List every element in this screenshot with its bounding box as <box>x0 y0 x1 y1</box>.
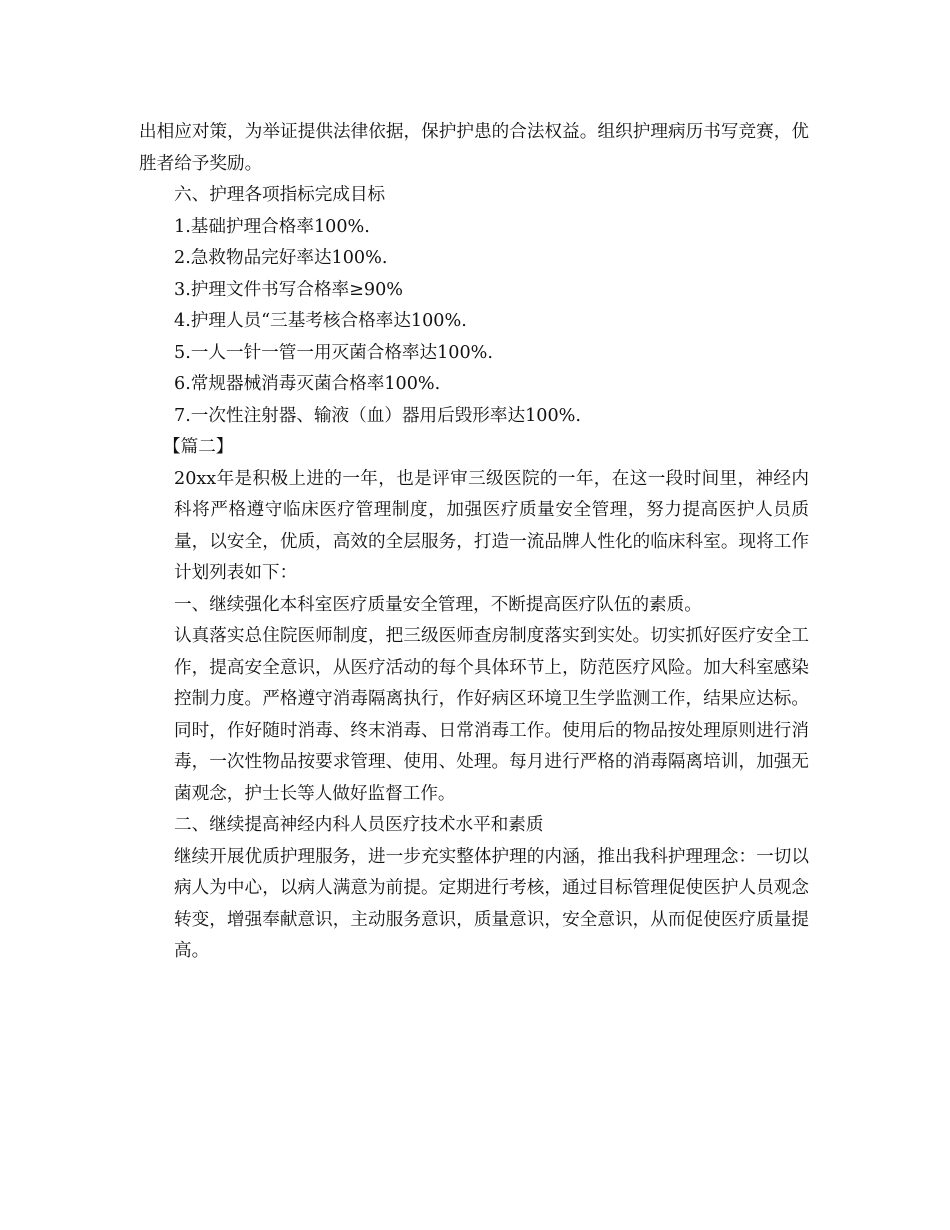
list-item: 3.护理文件书写合格率≥90% <box>174 279 403 300</box>
paragraph-intro: 20xx年是积极上进的一年，也是评审三级医院的一年，在这一段时间里，神经内科将严格遵守临床医疗管理制度，加强医疗质量安全管理，努力提高医护人员质量，以安全，优质，高效的全层服务，打造一流品牌人性化的临床科室。现将工作计划列表如下： <box>174 468 809 583</box>
heading-nursing-targets: 六、护理各项指标完成目标 <box>174 185 386 205</box>
list-item: 2.急救物品完好率达100%. <box>174 248 388 268</box>
paragraph-technical-level: 继续开展优质护理服务，进一步充实整体护理的内涵，推出我科护理理念：一切以病人为中心，以病人满意为前提。定期进行考核，通过目标管理促使医护人员观念转变，增强奉献意识，主动服务意识，质量意识，安全意识，从而促使医疗质量提高。 <box>174 846 809 961</box>
paragraph-continued: 出相应对策，为举证提供法律依据，保护护患的合法权益。组织护理病历书写竞赛，优胜者给予奖励。 <box>139 122 809 174</box>
heading-technical-level: 二、继续提高神经内科人员医疗技术水平和素质 <box>174 815 544 835</box>
section-title: 【篇二】 <box>163 437 234 457</box>
list-item: 5.一人一针一管一用灭菌合格率达100%. <box>174 342 493 363</box>
list-item: 7.一次性注射器、输液（血）器用后毁形率达100%. <box>174 405 581 426</box>
document-body <box>139 117 809 968</box>
list-item: 6.常规器械消毒灭菌合格率100%. <box>174 374 441 394</box>
list-item: 1.基础护理合格率100%. <box>174 216 370 237</box>
list-item: 4.护理人员“三基考核合格率达100%. <box>174 311 467 331</box>
paragraph-quality-safety: 认真落实总住院医师制度，把三级医师查房制度落实到实处。切实抓好医疗安全工作，提高安全意识，从医疗活动的每个具体环节上，防范医疗风险。加大科室感染控制力度。严格遵守消毒隔离执行，作好病区环境卫生学监测工作，结果应达标。同时，作好随时消毒、终末消毒、日常消毒工作。使用后的物品按处理原则进行消毒，一次性物品按要求管理、使用、处理。每月进行严格的消毒隔离培训，加强无菌观念，护士长等人做好监督工作。 <box>174 626 809 804</box>
heading-quality-safety: 一、继续强化本科室医疗质量安全管理，不断提高医疗队伍的素质。 <box>174 594 702 615</box>
